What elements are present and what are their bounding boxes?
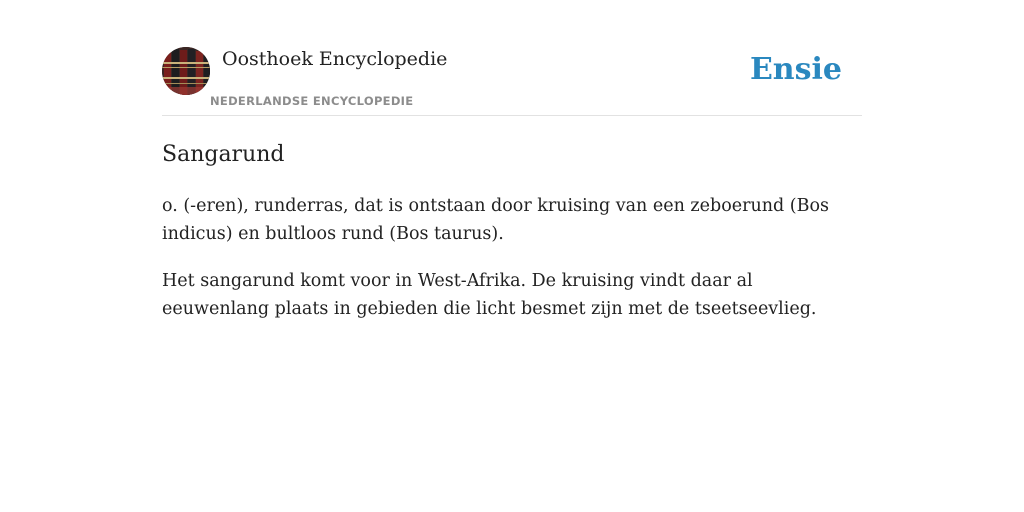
site-header	[162, 47, 862, 116]
site-subtitle: NEDERLANDSE ENCYCLOPEDIE	[210, 94, 414, 108]
article-paragraph: Het sangarund komt voor in West-Afrika. De kruising vindt daar al eeuwenlang plaats in gebieden die licht besmet zijn met de tseetseevlieg.	[162, 271, 817, 319]
encyclopedia-books-icon[interactable]	[162, 47, 210, 95]
page-title: Sangarund	[162, 142, 285, 167]
article-paragraph: o. (-eren), runderras, dat is ontstaan door kruising van een zeboerund (Bos indicus) en bultloos rund (Bos taurus).	[162, 196, 829, 244]
site-name[interactable]: Oosthoek Encyclopedie	[222, 48, 448, 70]
page	[162, 0, 862, 323]
brand-logo[interactable]: Ensie	[749, 52, 842, 87]
